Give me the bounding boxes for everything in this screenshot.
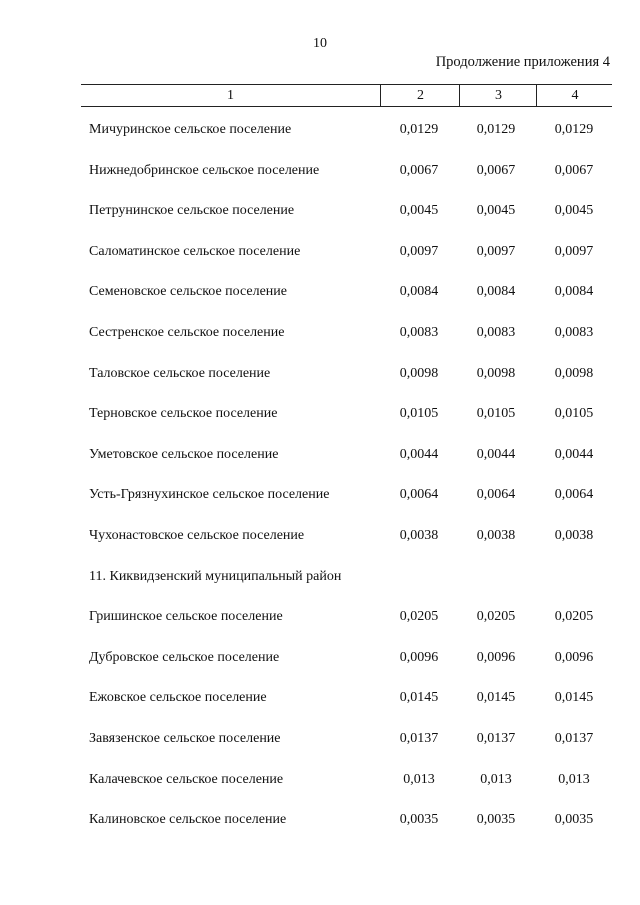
settlement-name: Калиновское сельское поселение <box>89 812 287 827</box>
header-col-3: 3 <box>459 85 537 106</box>
value-col-4: 0,0067 <box>554 163 594 178</box>
value-col-4: 0,0044 <box>554 447 594 462</box>
value-col-2: 0,0044 <box>399 447 439 462</box>
value-col-3: 0,0064 <box>476 487 516 502</box>
table-row <box>0 690 640 712</box>
value-col-2: 0,0035 <box>399 812 439 827</box>
table-row <box>0 447 640 469</box>
value-col-2: 0,0045 <box>399 203 439 218</box>
table-row <box>0 325 640 347</box>
table-row <box>0 487 640 509</box>
value-col-3: 0,0084 <box>476 284 516 299</box>
value-col-3: 0,0083 <box>476 325 516 340</box>
value-col-4: 0,0064 <box>554 487 594 502</box>
settlement-name: 11. Киквидзенский муниципальный район <box>89 569 342 584</box>
value-col-3: 0,0098 <box>476 366 516 381</box>
value-col-4: 0,0045 <box>554 203 594 218</box>
value-col-2: 0,0064 <box>399 487 439 502</box>
value-col-4: 0,0038 <box>554 528 594 543</box>
header-col-4: 4 <box>536 85 613 106</box>
value-col-3: 0,0045 <box>476 203 516 218</box>
settlement-name: Чухонастовское сельское поселение <box>89 528 305 543</box>
value-col-2: 0,0098 <box>399 366 439 381</box>
table-row <box>0 650 640 672</box>
header-col-1: 1 <box>227 88 234 103</box>
value-col-3: 0,0205 <box>476 609 516 624</box>
table-row <box>0 731 640 753</box>
value-col-3: 0,0145 <box>476 690 516 705</box>
settlement-name: Сестренское сельское поселение <box>89 325 285 340</box>
value-col-4: 0,0105 <box>554 406 594 421</box>
page-number: 10 <box>313 36 327 51</box>
value-col-4: 0,0097 <box>554 244 594 259</box>
value-col-2: 0,0096 <box>399 650 439 665</box>
value-col-3: 0,0044 <box>476 447 516 462</box>
value-col-2: 0,0084 <box>399 284 439 299</box>
settlement-name: Саломатинское сельское поселение <box>89 244 301 259</box>
table-row <box>0 772 640 794</box>
value-col-3: 0,0137 <box>476 731 516 746</box>
table-header <box>81 84 612 107</box>
value-col-4: 0,0083 <box>554 325 594 340</box>
table-row <box>0 284 640 306</box>
table-row <box>0 812 640 834</box>
value-col-3: 0,0067 <box>476 163 516 178</box>
settlement-name: Уметовское сельское поселение <box>89 447 279 462</box>
settlement-name: Дубровское сельское поселение <box>89 650 280 665</box>
header-col-2: 2 <box>380 85 460 106</box>
continuation-label: Продолжение приложения 4 <box>435 54 610 70</box>
value-col-3: 0,0038 <box>476 528 516 543</box>
table-row <box>0 609 640 631</box>
table-row <box>0 122 640 144</box>
settlement-name: Петрунинское сельское поселение <box>89 203 295 218</box>
table-row <box>0 569 640 591</box>
settlement-name: Ежовское сельское поселение <box>89 690 267 705</box>
value-col-2: 0,0038 <box>399 528 439 543</box>
table-row <box>0 406 640 428</box>
value-col-4: 0,0035 <box>554 812 594 827</box>
value-col-2: 0,013 <box>403 772 435 787</box>
settlement-name: Терновское сельское поселение <box>89 406 278 421</box>
table-row <box>0 244 640 266</box>
settlement-name: Семеновское сельское поселение <box>89 284 288 299</box>
value-col-3: 0,0035 <box>476 812 516 827</box>
settlement-name: Гришинское сельское поселение <box>89 609 283 624</box>
value-col-4: 0,0096 <box>554 650 594 665</box>
value-col-3: 0,0129 <box>476 122 516 137</box>
settlement-name: Калачевское сельское поселение <box>89 772 284 787</box>
settlement-name: Мичуринское сельское поселение <box>89 122 292 137</box>
table-row <box>0 366 640 388</box>
value-col-2: 0,0105 <box>399 406 439 421</box>
value-col-4: 0,0129 <box>554 122 594 137</box>
value-col-2: 0,0097 <box>399 244 439 259</box>
value-col-2: 0,0145 <box>399 690 439 705</box>
settlement-name: Усть-Грязнухинское сельское поселение <box>89 487 330 502</box>
settlement-name: Таловское сельское поселение <box>89 366 271 381</box>
value-col-3: 0,0097 <box>476 244 516 259</box>
value-col-3: 0,0096 <box>476 650 516 665</box>
settlement-name: Завязенское сельское поселение <box>89 731 281 746</box>
value-col-2: 0,0067 <box>399 163 439 178</box>
value-col-2: 0,0129 <box>399 122 439 137</box>
value-col-2: 0,0137 <box>399 731 439 746</box>
value-col-4: 0,0145 <box>554 690 594 705</box>
value-col-4: 0,0098 <box>554 366 594 381</box>
value-col-2: 0,0205 <box>399 609 439 624</box>
value-col-4: 0,0205 <box>554 609 594 624</box>
table-row <box>0 163 640 185</box>
table-row <box>0 203 640 225</box>
value-col-4: 0,013 <box>558 772 590 787</box>
value-col-2: 0,0083 <box>399 325 439 340</box>
value-col-3: 0,0105 <box>476 406 516 421</box>
settlement-name: Нижнедобринское сельское поселение <box>89 163 320 178</box>
value-col-3: 0,013 <box>480 772 512 787</box>
value-col-4: 0,0084 <box>554 284 594 299</box>
table-row <box>0 528 640 550</box>
value-col-4: 0,0137 <box>554 731 594 746</box>
